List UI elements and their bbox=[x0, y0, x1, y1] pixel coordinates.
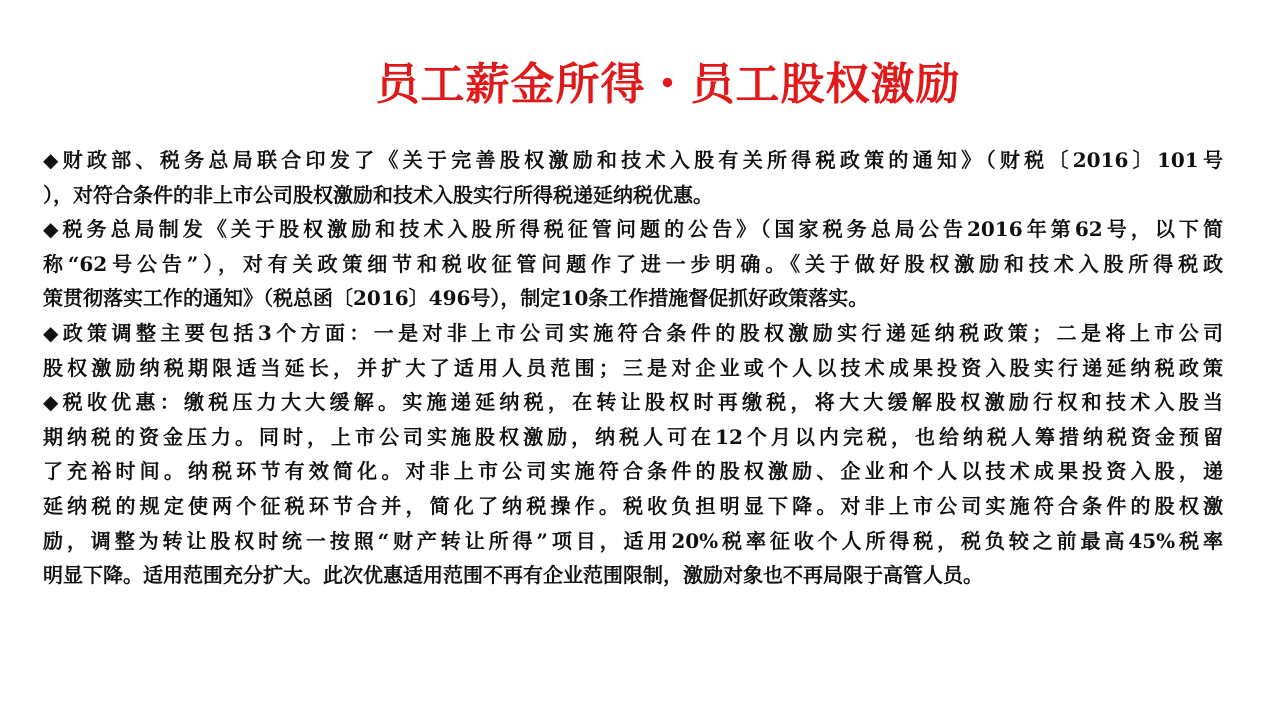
body-line: 称“62号公告”），对有关政策细节和税收征管问题作了进一步明确。《关于做好股权激励和技术入股所得税政 bbox=[43, 251, 1223, 276]
body-line: ◆政策调整主要包括3个方面：一是对非上市公司实施符合条件的股权激励实行递延纳税政策；二是将上市公司 bbox=[43, 320, 1223, 345]
body-line: ◆财政部、税务总局联合印发了《关于完善股权激励和技术入股有关所得税政策的通知》（财税〔2016〕101号 bbox=[43, 148, 1223, 172]
body-line: 明显下降。适用范围充分扩大。此次优惠适用范围不再有企业范围限制，激励对象也不再局限于高管人员。 bbox=[43, 563, 983, 588]
slide-title: 员工薪金所得・员工股权激励 bbox=[375, 59, 961, 110]
body-line: 策贯彻落实工作的通知》（税总函〔2016〕496号），制定10条工作措施督促抓好政策落实。 bbox=[43, 286, 869, 311]
body-line: 延纳税的规定使两个征税环节合并，简化了纳税操作。税收负担明显下降。对非上市公司实施符合条件的股权激 bbox=[43, 493, 1223, 518]
body-line: 期纳税的资金压力。同时，上市公司实施股权激励，纳税人可在12个月以内完税，也给纳税人筹措纳税资金预留 bbox=[43, 424, 1223, 449]
body-line: 励，调整为转让股权时统一按照“财产转让所得”项目，适用20%税率征收个人所得税，税负较之前最高45%税率 bbox=[43, 528, 1223, 553]
body-line: ），对符合条件的非上市公司股权激励和技术入股实行所得税递延纳税优惠。 bbox=[43, 182, 713, 207]
slide-body-text bbox=[43, 143, 1223, 593]
body-line: ◆税收优惠：缴税压力大大缓解。实施递延纳税，在转让股权时再缴税，将大大缓解股权激励行权和技术入股当 bbox=[43, 390, 1223, 415]
body-line: ◆税务总局制发《关于股权激励和技术入股所得税征管问题的公告》（国家税务总局公告2016年第62号，以下简 bbox=[43, 217, 1223, 242]
body-line: 了充裕时间。纳税环节有效简化。对非上市公司实施符合条件的股权激励、企业和个人以技术成果投资入股，递 bbox=[43, 459, 1223, 484]
body-line: 股权激励纳税期限适当延长，并扩大了适用人员范围；三是对企业或个人以技术成果投资入股实行递延纳税政策 bbox=[43, 355, 1223, 380]
